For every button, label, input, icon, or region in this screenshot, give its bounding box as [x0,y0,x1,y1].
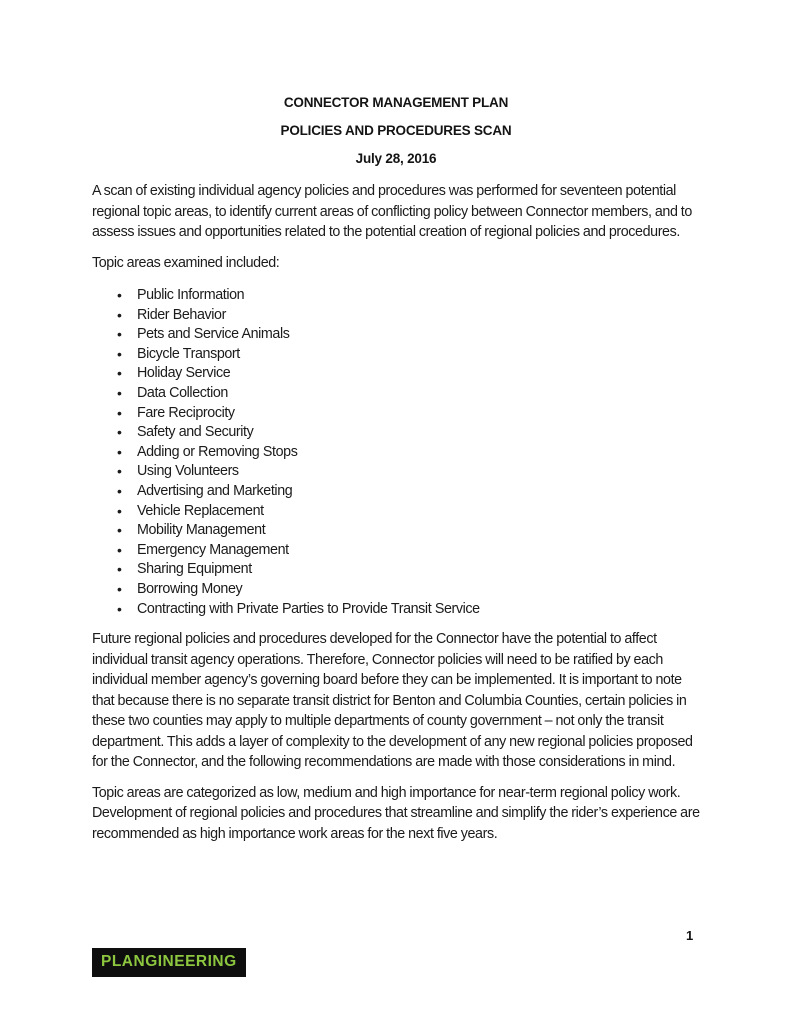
list-item: • Public Information [92,286,700,306]
list-item: • Vehicle Replacement [92,502,700,522]
plangineering-logo: PLANGINEERING [92,948,246,977]
list-item: • Safety and Security [92,423,700,443]
list-item: • Adding or Removing Stops [92,443,700,463]
topic-areas-list [92,286,700,619]
list-item: • Using Volunteers [92,462,700,482]
document-date: July 28, 2016 [355,151,437,166]
list-item: • Data Collection [92,384,700,404]
policy-ratification-paragraph: Future regional policies and procedures developed for the Connector have the potential to affect individual transit agency operations. Therefore, Connector policies will need to be ratified by each individual member agency’s governing board before they can be implemented. It is important to note that because there is no separate transit district for Benton and Columbia Counties, certain policies in these two counties may apply to multiple departments of county government – not only the transit department. This adds a layer of complexity to the development of any new regional policies proposed for the Connector, and the following recommendations are made with those considerations in mind. [92,631,693,771]
list-item: • Sharing Equipment [92,560,700,580]
document-subtitle: POLICIES AND PROCEDURES SCAN [280,123,512,138]
list-item: • Fare Reciprocity [92,404,700,424]
list-item: • Emergency Management [92,541,700,561]
topic-list-intro: Topic areas examined included: [92,254,280,271]
list-item: • Rider Behavior [92,306,700,326]
intro-paragraph: A scan of existing individual agency policies and procedures was performed for seventeen potential regional topic areas, to identify current areas of conflicting policy between Connector members, and to assess issues and opportunities related to the potential creation of regional policies and procedures. [92,183,692,240]
document-title: CONNECTOR MANAGEMENT PLAN [283,95,509,110]
list-item: • Pets and Service Animals [92,325,700,345]
importance-categorization-paragraph: Topic areas are categorized as low, medium and high importance for near-term regional policy work. Development of regional policies and procedures that streamline and simplify the rider’s experience are recommended as high importance work areas for the next five years. [92,784,700,842]
list-item: • Borrowing Money [92,580,700,600]
page-number: 1 [686,928,694,943]
list-item: • Advertising and Marketing [92,482,700,502]
list-item: • Contracting with Private Parties to Provide Transit Service [92,600,700,620]
list-item: • Holiday Service [92,364,700,384]
list-item: • Mobility Management [92,521,700,541]
list-item: • Bicycle Transport [92,345,700,365]
document-body [92,94,700,854]
